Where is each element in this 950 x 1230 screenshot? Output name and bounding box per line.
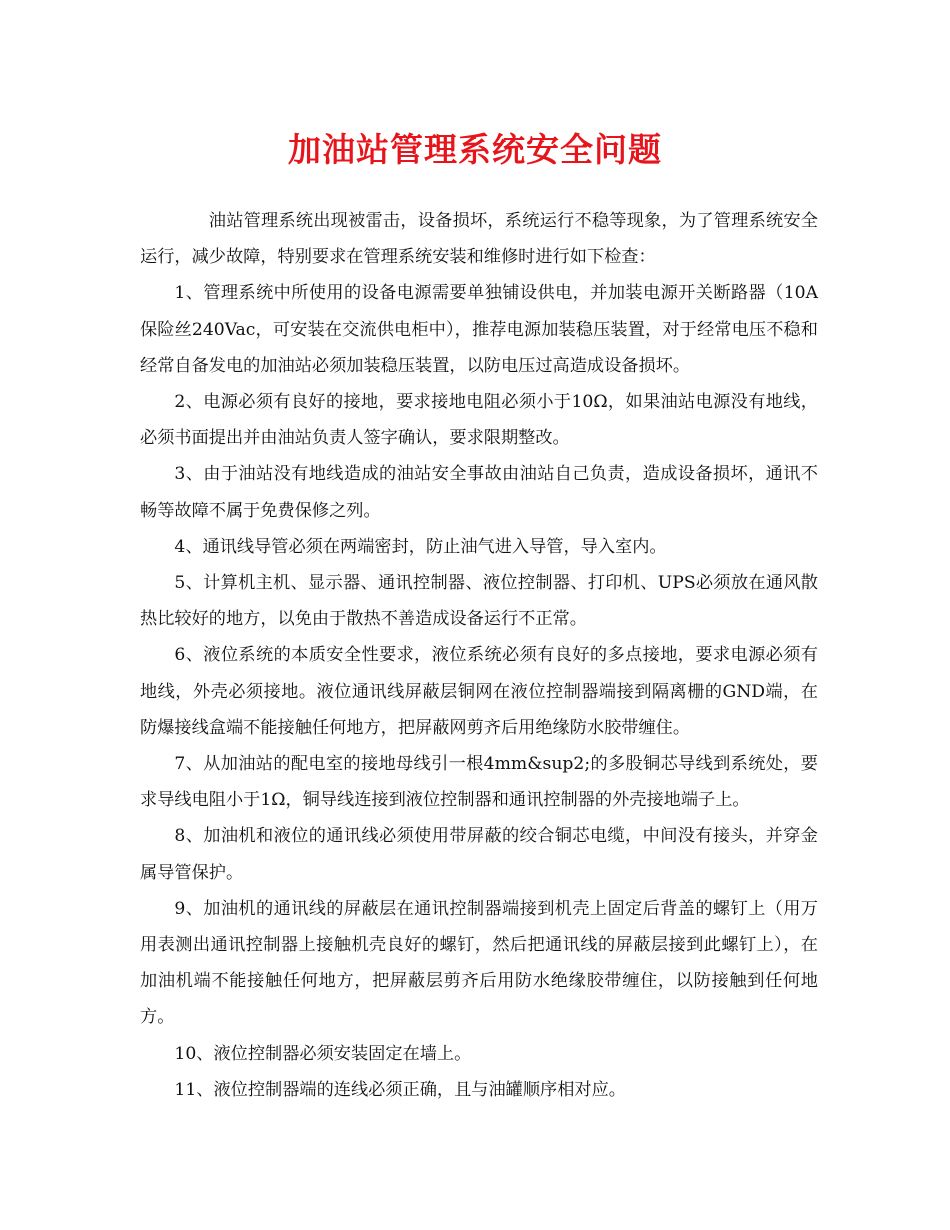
item-paragraph-7: 7、从加油站的配电室的接地母线引一根4mm&sup2;的多股铜芯导线到系统处，要求导线电阻小于1Ω，铜导线连接到液位控制器和通讯控制器的外壳接地端子上。 [140, 754, 818, 811]
item-paragraph-10: 10、液位控制器必须安装固定在墙上。 [174, 1043, 472, 1064]
item-paragraph-5: 5、计算机主机、显示器、通讯控制器、液位控制器、打印机、UPS必须放在通风散热比较好的地方，以免由于散热不善造成设备运行不正常。 [140, 573, 818, 630]
item-paragraph-6: 6、液位系统的本质安全性要求，液位系统必须有良好的多点接地，要求电源必须有地线，外壳必须接地。液位通讯线屏蔽层铜网在液位控制器端接到隔离栅的GND端，在防爆接线盒端不能接触任何地方，把屏蔽网剪齐后用绝缘防水胶带缠住。 [140, 645, 818, 738]
document-body [140, 203, 818, 1108]
item-paragraph-2: 2、电源必须有良好的接地，要求接地电阻必须小于10Ω，如果油站电源没有地线，必须书面提出并由油站负责人签字确认，要求限期整改。 [140, 392, 818, 449]
item-paragraph-9: 9、加油机的通讯线的屏蔽层在通讯控制器端接到机壳上固定后背盖的螺钉上（用万用表测出通讯控制器上接触机壳良好的螺钉，然后把通讯线的屏蔽层接到此螺钉上），在加油机端不能接触任何地方，把屏蔽层剪齐后用防水绝缘胶带缠住，以防接触到任何地方。 [140, 898, 818, 1028]
item-paragraph-8: 8、加油机和液位的通讯线必须使用带屏蔽的绞合铜芯电缆，中间没有接头，并穿金属导管保护。 [140, 826, 818, 883]
item-paragraph-11: 11、液位控制器端的连线必须正确，且与油罐顺序相对应。 [174, 1079, 626, 1100]
item-paragraph-1: 1、管理系统中所使用的设备电源需要单独铺设供电，并加装电源开关断路器（10A保险丝240Vac，可安装在交流供电柜中），推荐电源加装稳压装置，对于经常电压不稳和经常自备发电的加油站必须加装稳压装置，以防电压过高造成设备损坏。 [140, 283, 818, 376]
item-paragraph-3: 3、由于油站没有地线造成的油站安全事故由油站自己负责，造成设备损坏，通讯不畅等故障不属于免费保修之列。 [140, 464, 818, 521]
item-paragraph-4: 4、通讯线导管必须在两端密封，防止油气进入导管，导入室内。 [174, 536, 667, 557]
intro-paragraph: 油站管理系统出现被雷击，设备损坏，系统运行不稳等现象，为了管理系统安全运行，减少故障，特别要求在管理系统安装和维修时进行如下检查： [140, 211, 818, 268]
document-title: 加油站管理系统安全问题 [288, 130, 662, 169]
